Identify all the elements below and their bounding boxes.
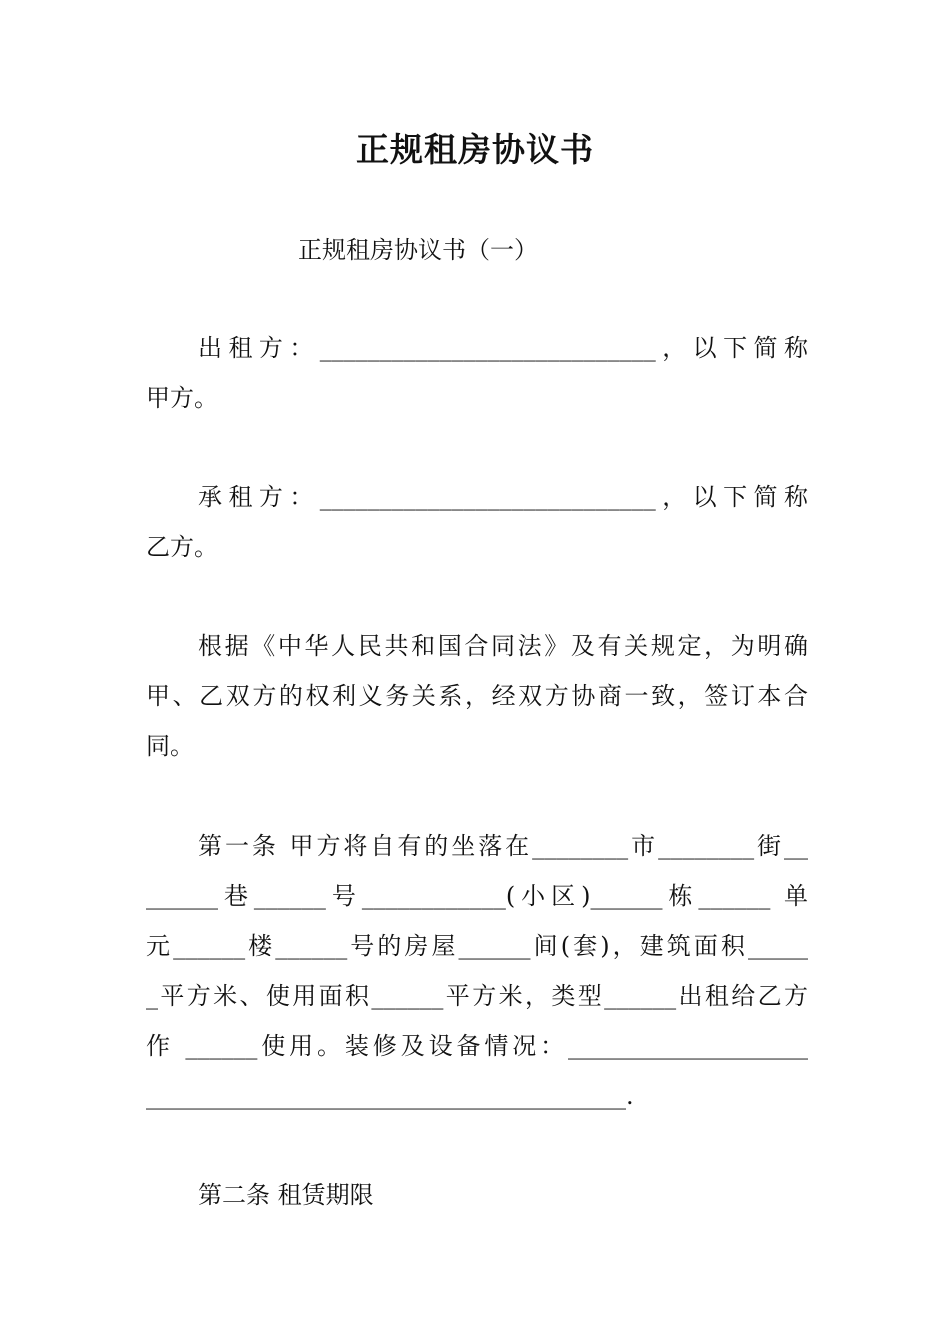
lessee-line-2: 乙方。 [146, 533, 218, 561]
document-subtitle: 正规租房协议书（一） [298, 236, 538, 264]
basis-line-2: 甲、乙双方的权利义务关系，经双方协商一致，签订本合 [146, 682, 808, 710]
document-title: 正规租房协议书 [356, 130, 594, 169]
lessee-paragraph [146, 472, 808, 572]
article-1-line-2: ______巷______号____________(小区)______栋______ 单 [146, 882, 808, 910]
article-1-line-1: 第一条 甲方将自有的坐落在________市________街__ [198, 832, 808, 860]
basis-line-1: 根据《中华人民共和国合同法》及有关规定，为明确 [198, 632, 808, 660]
article-1-line-5: 作 ______使用。装修及设备情况：____________________ [146, 1032, 808, 1060]
article-1-paragraph [146, 821, 808, 1121]
basis-line-3: 同。 [146, 732, 194, 760]
article-2-paragraph [146, 1170, 808, 1220]
basis-paragraph [146, 621, 808, 771]
lessor-paragraph [146, 323, 808, 423]
lessor-line-2: 甲方。 [146, 384, 218, 412]
article-1-line-4: _平方米、使用面积______平方米，类型______出租给乙方 [146, 982, 808, 1010]
article-1-line-6: ________________________________________. [146, 1082, 634, 1110]
article-2-heading: 第二条 租赁期限 [198, 1181, 374, 1209]
lessor-line-1: 出租方：____________________________，以下简称 [198, 334, 808, 362]
article-1-line-3: 元______楼______号的房屋______间(套)，建筑面积_____ [146, 932, 808, 960]
lessee-line-1: 承租方：____________________________，以下简称 [198, 483, 808, 511]
